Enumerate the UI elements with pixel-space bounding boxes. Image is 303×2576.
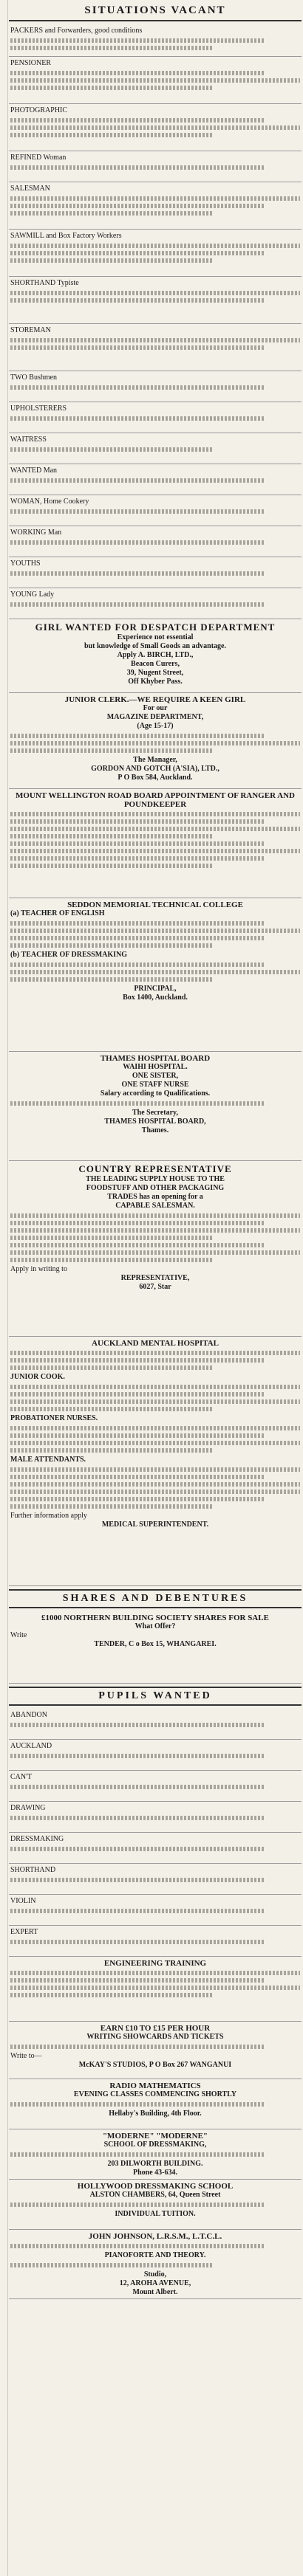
ad-violin: VIOLIN xyxy=(9,1895,302,1926)
ad-drawing: DRAWING xyxy=(9,1802,302,1833)
section-situations-vacant: SITUATIONS VACANT xyxy=(9,0,302,21)
classifieds-column xyxy=(9,0,302,2576)
ad-mount-wellington xyxy=(9,789,302,898)
ad-girl-title: GIRL WANTED FOR DESPATCH DEPARTMENT xyxy=(35,621,276,633)
section-shares: SHARES AND DEBENTURES xyxy=(9,1589,302,1608)
ad-johnson-title: JOHN JOHNSON, L.R.S.M., L.T.C.L. xyxy=(88,2232,222,2241)
ad-upholsterers: UPHOLSTERERS xyxy=(9,402,302,433)
ad-refined: REFINED Woman xyxy=(9,151,302,182)
ad-shorthand: SHORTHAND Typiste xyxy=(9,277,302,324)
ad-country-rep-title: COUNTRY REPRESENTATIVE xyxy=(78,1163,232,1174)
ad-auckland: AUCKLAND xyxy=(9,1740,302,1771)
ad-moderne-title: "MODERNE" "MODERNE" xyxy=(102,2132,208,2141)
ad-thames: THAMES HOSPITAL BOARD WAIHI HOSPITAL. ONE SISTER, ONE STAFF NURSE Salary according to Qualifications. The Secretary, THAMES HOSPITAL BOARD, Thames. xyxy=(9,1052,302,1161)
ad-radio: RADIO MATHEMATICS EVENING CLASSES COMMENCING SHORTLY Hellaby's Building, 4th Floor. xyxy=(9,2079,302,2129)
ad-dressmaking: DRESSMAKING xyxy=(9,1833,302,1864)
ad-radio-title: RADIO MATHEMATICS xyxy=(109,2081,201,2090)
ad-seddon: SEDDON MEMORIAL TECHNICAL COLLEGE (a) TEACHER OF ENGLISH (b) TEACHER OF DRESSMAKING PRINCIPAL, Box 1400, Auckland. xyxy=(9,898,302,1052)
ad-moderne: "MODERNE" "MODERNE" SCHOOL OF DRESSMAKING, 203 DILWORTH BUILDING. Phone 43-634. xyxy=(9,2129,302,2180)
ad-hollywood-title: HOLLYWOOD DRESSMAKING SCHOOL xyxy=(77,2182,234,2191)
ad-sawmill: SAWMILL and Box Factory Workers xyxy=(9,230,302,277)
ad-youths: YOUTHS xyxy=(9,557,302,588)
ad-auckland-hospital-title: AUCKLAND MENTAL HOSPITAL xyxy=(92,1339,219,1348)
ad-shares: £1000 NORTHERN BUILDING SOCIETY SHARES FOR SALE What Offer? Write TENDER, C o Box 15, WHANGAREI. xyxy=(9,1611,302,1684)
ad-auckland-hospital: AUCKLAND MENTAL HOSPITAL JUNIOR COOK. PROBATIONER NURSES. MALE ATTENDANTS. Further information apply MEDICAL SUPERINTENDENT. xyxy=(9,1337,302,1586)
ad-woman: WOMAN, Home Cookery xyxy=(9,495,302,526)
ad-packers: PACKERS and Forwarders, good conditions xyxy=(9,24,302,57)
ad-pensioner: PENSIONER xyxy=(9,57,302,104)
ad-abandon: ABANDON xyxy=(9,1709,302,1740)
ad-earn-title: EARN £10 TO £15 PER HOUR xyxy=(100,2024,211,2033)
ad-mount-wellington-title: MOUNT WELLINGTON ROAD BOARD APPOINTMENT OF RANGER AND POUNDKEEPER xyxy=(15,791,295,809)
ad-wanted-man: WANTED Man xyxy=(9,464,302,495)
left-gutter xyxy=(0,0,8,2576)
ad-photographic: PHOTOGRAPHIC xyxy=(9,104,302,151)
ad-thames-title: THAMES HOSPITAL BOARD xyxy=(100,1054,211,1063)
ad-girl-despatch: GIRL WANTED FOR DESPATCH DEPARTMENT Experience not essential but knowledge of Small Goods an advantage. Apply A. BIRCH, LTD., Beacon Curers, 39, Nugent Street, Off Khyber Pass. xyxy=(9,619,302,693)
ad-johnson: JOHN JOHNSON, L.R.S.M., L.T.C.L. PIANOFORTE AND THEORY. Studio, 12, AROHA AVENUE, Mount Albert. xyxy=(9,2230,302,2299)
ad-working: WORKING Man xyxy=(9,526,302,557)
ad-hollywood: HOLLYWOOD DRESSMAKING SCHOOL ALSTON CHAMBERS, 64, Queen Street INDIVIDUAL TUITION. xyxy=(9,2180,302,2230)
section-pupils: PUPILS WANTED xyxy=(9,1687,302,1706)
ad-shares-title: £1000 NORTHERN BUILDING SOCIETY SHARES FOR SALE xyxy=(41,1614,269,1622)
ad-shorthand-pupils: SHORTHAND xyxy=(9,1864,302,1895)
ad-engineering xyxy=(9,1957,302,2022)
ad-two-bushmen: TWO Bushmen xyxy=(9,371,302,402)
ad-earn: EARN £10 TO £15 PER HOUR WRITING SHOWCARDS AND TICKETS Write to— McKAY'S STUDIOS, P O Box 267 WANGANUI xyxy=(9,2022,302,2079)
ad-seddon-title: SEDDON MEMORIAL TECHNICAL COLLEGE xyxy=(67,900,243,909)
ad-young-lady: YOUNG Lady xyxy=(9,588,302,619)
ad-cant: CAN'T xyxy=(9,1771,302,1802)
ad-engineering-title: ENGINEERING TRAINING xyxy=(103,1959,207,1968)
ad-waitress: WAITRESS xyxy=(9,433,302,464)
ad-salesman: SALESMAN xyxy=(9,182,302,230)
ad-junior-clerk-title: JUNIOR CLERK.—WE REQUIRE A KEEN GIRL xyxy=(64,695,246,704)
ad-country-rep: COUNTRY REPRESENTATIVE THE LEADING SUPPLY HOUSE TO THE FOODSTUFF AND OTHER PACKAGING TRADES has an opening for a CAPABLE SALESMAN. Apply in writing to REPRESENTATIVE, 6027, Star xyxy=(9,1161,302,1337)
ad-storeman: STOREMAN xyxy=(9,324,302,371)
ad-junior-clerk: JUNIOR CLERK.—WE REQUIRE A KEEN GIRL For our MAGAZINE DEPARTMENT, (Age 15-17) The Manager, GORDON AND GOTCH (A'SIA), LTD., P O Box 584, Auckland. xyxy=(9,693,302,789)
ad-expert: EXPERT xyxy=(9,1926,302,1957)
